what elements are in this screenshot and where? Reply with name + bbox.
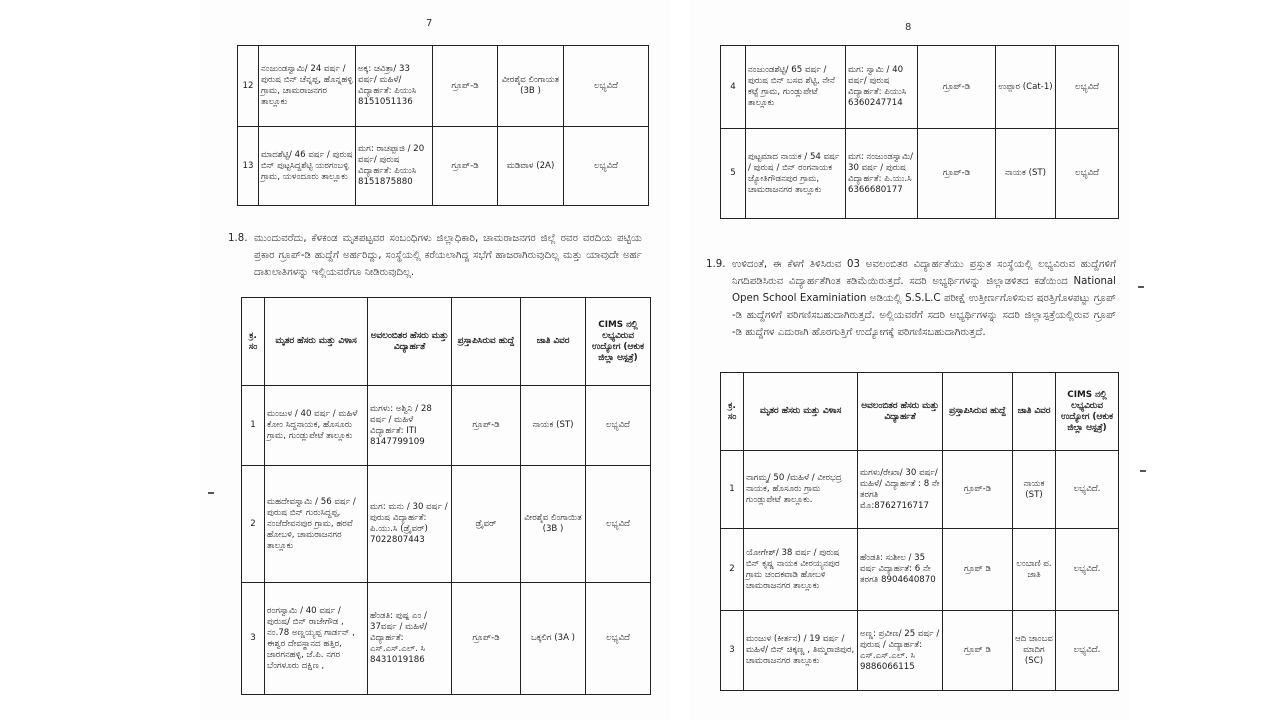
cell-sl: 5 — [721, 129, 746, 219]
cell-caste: ಲಂಬಾಣಿ ಪ. ಜಾತಿ — [1013, 529, 1056, 611]
cell-post: ಗ್ರೂಪ್-ಡಿ — [433, 46, 498, 127]
paragraph — [228, 230, 642, 281]
cell-name: ನಂಜುಂಡಸ್ವಾಮಿ/ 24 ವರ್ಷ / ಪುರುಷ ಬಿನ್ ಚೆನ್ನಪ್ಪ, ಹೊನ್ನಹಳ್ಳಿ ಗ್ರಾಮ, ಚಾಮರಾಜನಗರ ತಾಲ್ಲೂಕು — [259, 46, 356, 127]
column-header: CIMS ನಲ್ಲಿ ಲಭ್ಯವಿರುವ ಉದ್ಯೋಗ (ಆಕುಕ ಜಿಲ್ಲಾ ಆಸ್ಪತ್ರೆ) — [586, 298, 651, 386]
cell-dependent: ಮಗ: ನಂಜುಂಡಸ್ವಾಮಿ/ 30 ವರ್ಷ / ಪುರುಷ ವಿದ್ಯಾರ್ಹತೆ: ಪಿ.ಯು.ಸಿ 6366680177 — [846, 129, 918, 219]
cell-name: ಮಾದಶೆಟ್ಟಿ/ 46 ವರ್ಷ / ಪುರುಷ ಬಿನ್ ಪುಟ್ಟಸಿದ್ದಶೆಟ್ಟಿ ಯರಗಂಬಳ್ಳಿ ಗ್ರಾಮ, ಯಳಂದೂರು ತಾಲ್ಲೂಕು — [259, 127, 356, 206]
cell-post: ಗ್ರೂಪ್ ಡಿ — [943, 611, 1013, 691]
table-row — [242, 386, 651, 466]
scan-mark — [208, 492, 214, 494]
page-number: 8 — [905, 22, 912, 33]
cell-dependent: ಹೆಂಡತಿ: ಸುಶೀಲ / 35 ವರ್ಷ ವಿದ್ಯಾರ್ಹತೆ: 6 ನೇ ತರಗತಿ 8904640870 — [858, 529, 943, 611]
column-header: ಅವಲಂಬಿತರ ಹೆಸರು ಮತ್ತು ವಿದ್ಯಾರ್ಹತೆ — [858, 373, 943, 451]
scan-mark — [1140, 470, 1146, 472]
cell-dependent: ಮಗಳು: ಅಶ್ವಿನಿ / 28 ವರ್ಷ / ಮಹಿಳೆ ವಿದ್ಯಾರ್ಹತೆ: ITI 8147799109 — [368, 386, 452, 466]
scan-mark — [1138, 286, 1144, 288]
cell-name: ಪುಟ್ಟಮಾದ ನಾಯಕ / 54 ವರ್ಷ / ಪುರುಷ / ಬಿನ್ ರಂಗನಾಯಕ ಜ್ಯೋತಿಗೌಡನಪುರ ಗ್ರಾಮ, ಚಾಮರಾಜನಗರ ತಾಲ್ಲೂಕು — [746, 129, 846, 219]
cell-cims: ಲಭ್ಯವಿದೆ. — [1056, 611, 1119, 691]
cell-dependent: ಮಗ: ಮನು / 30 ವರ್ಷ / ಪುರುಷ ವಿದ್ಯಾರ್ಹತೆ: ಪಿ.ಯು.ಸಿ (ಡ್ರೈವರ್) 7022807443 — [368, 466, 452, 583]
cell-caste: ನಾಯಕ (ST) — [996, 129, 1056, 219]
column-header: ಮೃತರ ಹೆಸರು ಮತ್ತು ವಿಳಾಸ — [265, 298, 368, 386]
column-header: ಮೃತರ ಹೆಸರು ಮತ್ತು ವಿಳಾಸ — [744, 373, 858, 451]
cell-name: ಯೋಗೇಶ್/ 38 ವರ್ಷ / ಪುರುಷ ಬಿನ್ ಕೃಷ್ಣ ನಾಯಕ ವೀರಯ್ಯನಪುರ ಗ್ರಾಮ ಚಂದಕವಾಡಿ ಹೋಬಳಿ ಚಾಮರಾಜನಗರ ತಾಲ್ಲೂಕು — [744, 529, 858, 611]
cell-cims: ಲಭ್ಯವಿದೆ — [1056, 129, 1119, 219]
cell-name: ಮಂಜುಳ (ಕೀರ್ತನ) / 19 ವರ್ಷ / ಮಹಿಳೆ/ ಬಿನ್ ಚಿಕ್ಕಣ್ಣ , ತಿಮ್ಮರಾಜಿಪುರ, ಚಾಮರಾಜನಗರ ತಾಲ್ಲೂಕು — [744, 611, 858, 691]
cell-sl: 2 — [721, 529, 744, 611]
cell-sl: 1 — [242, 386, 265, 466]
paragraph-number: 1.8. — [228, 233, 248, 244]
table-row — [242, 583, 651, 695]
paragraph-text: ಮುಂದುವರೆದು, ಕೆಳಕಂಡ ಮೃತಪಟ್ಟವರ ಸಂಬಂಧಿಗಳು ಜಿಲ್ಲಾಧಿಕಾರಿ, ಚಾಮರಾಜನಗರ ಜಿಲ್ಲೆ ರವರ ವರದಿಯ ಪಟ್ಟಿಯ ಪ್ರಕಾರ ಗ್ರೂಪ್-ಡಿ ಹುದ್ದೆಗೆ ಅರ್ಹರಿದ್ದು, ಸಂಸ್ಥೆಯಲ್ಲಿ ಕರೆಯಲಾಗಿದ್ದ ಸಭೆಗೆ ಹಾಜರಾಗಿರುವುದಿಲ್ಲ ಮತ್ತು ಯಾವುದೇ ಅರ್ಹ ದಾಖಲಾತಿಗಳನ್ನು ಇಲ್ಲಿಯವರೆಗೂ ನೀಡಿರುವುದಿಲ್ಲ. — [254, 233, 642, 278]
cell-cims: ಲಭ್ಯವಿದೆ. — [1056, 529, 1119, 611]
cell-dependent: ಮಗ: ಸ್ವಾಮಿ / 40 ವರ್ಷ/ ಪುರುಷ ವಿದ್ಯಾರ್ಹತೆ: ಪಿಯುಸಿ 6360247714 — [846, 46, 918, 129]
page-number: 7 — [426, 18, 433, 29]
data-table — [720, 45, 1119, 219]
table-header-row — [242, 298, 651, 386]
paragraph — [706, 256, 1116, 341]
cell-sl: 3 — [242, 583, 265, 695]
cell-dependent: ಮಗಳು/ರೇಖಾ/ 30 ವರ್ಷ/ ಮಹಿಳೆ/ ವಿದ್ಯಾರ್ಹತೆ : 8 ನೇ ತರಗತಿ ಮೊ:8762716717 — [858, 451, 943, 529]
cell-post: ಗ್ರೂಪ್-ಡಿ — [452, 583, 521, 695]
cell-dependent: ಅಣ್ಣ: ಪ್ರವೀಣ/ 25 ವರ್ಷ / ಪುರುಷ / ವಿದ್ಯಾರ್ಹತೆ: ಎಸ್.ಎಸ್.ಎಲ್. ಸಿ 9886066115 — [858, 611, 943, 691]
column-header: CIMS ನಲ್ಲಿ ಲಭ್ಯವಿರುವ ಉದ್ಯೋಗ (ಆಕುಕ ಜಿಲ್ಲಾ ಆಸ್ಪತ್ರೆ) — [1056, 373, 1119, 451]
cell-post: ಗ್ರೂಪ್-ಡಿ — [452, 386, 521, 466]
table-row — [721, 46, 1119, 129]
table-row — [238, 46, 649, 127]
table-row — [721, 529, 1119, 611]
column-header: ಕ್ರ. ಸಂ — [721, 373, 744, 451]
table-header-row — [721, 373, 1119, 451]
cell-dependent: ಹೆಂಡತಿ: ಪುಷ್ಪ ಎಂ / 37ವರ್ಷ / ಮಹಿಳೆ/ ವಿದ್ಯಾರ್ಹತೆ: ಎಸ್.ಎಸ್.ಎಲ್. ಸಿ 8431019186 — [368, 583, 452, 695]
table-row — [238, 127, 649, 206]
cell-post: ಗ್ರೂಪ್-ಡಿ — [433, 127, 498, 206]
cell-caste: ಒಕ್ಕಲಿಗ (3A ) — [521, 583, 586, 695]
cell-post: ಗ್ರೂಪ್-ಡಿ — [918, 129, 996, 219]
cell-sl: 4 — [721, 46, 746, 129]
cell-caste: ಆದಿ ಜಾಂಬವ ಮಾದಿಗ (SC) — [1013, 611, 1056, 691]
cell-caste: ಮಡಿವಾಳ (2A) — [498, 127, 564, 206]
paragraph-text: ಉಳಿದಂತೆ, ಈ ಕೆಳಗೆ ತಿಳಿಸಿರುವ 03 ಅವಲಂಬಿತರ ವಿದ್ಯಾರ್ಹತೆಯು ಪ್ರಸ್ತುತ ಸಂಸ್ಥೆಯಲ್ಲಿ ಲಭ್ಯವಿರುವ ಹುದ್ದೆಗಳಿಗೆ ನಿಗದಿಪಡಿಸಿರುವ ವಿದ್ಯಾರ್ಹತೆಗಿಂತ ಕಡಿಮೆಯಿರುತ್ತದೆ. ಸದರಿ ಅಭ್ಯರ್ಥಿಗಳನ್ನು ಜಿಲ್ಲಾಡಳಿತದ ಕಡೆಯಿಂದ National Open School Examiniation ಅಡಿಯಲ್ಲಿ S.S.L.C ಪರೀಕ್ಷೆ ಉತ್ತೀರ್ಣಗೊಳಿಸುವ ಷರತ್ತಿಗೊಳಪಟ್ಟು ಗ್ರೂಪ್ -ಡಿ ಹುದ್ದೆಗಳಿಗೆ ಪರಿಗಣಿಸಬಹುದಾಗಿರುತ್ತದೆ. ಅಲ್ಲಿಯವರೆಗೆ ಸದರಿ ಅಭ್ಯರ್ಥಿಗಳನ್ನು ಸದರಿ ಜಿಲ್ಲಾಸ್ಪತ್ರೆಯಲ್ಲಿರುವ ಗ್ರೂಪ್ -ಡಿ ಹುದ್ದೆಗಳ ಎದುರಾಗಿ ಹೊರಗುತ್ತಿಗೆ ಉದ್ಯೋಗಕ್ಕೆ ಪರಿಗಣಿಸಬಹುದಾಗಿರುತ್ತದೆ. — [732, 259, 1116, 338]
cell-post: ಗ್ರೂಪ್ ಡಿ — [943, 529, 1013, 611]
cell-dependent: ಅಕ್ಕ: ಚವಿತ್ರಾ/ 33 ವರ್ಷ/ ಮಹಿಳೆ/ ವಿದ್ಯಾರ್ಹತೆ: ಪಿಯುಸಿ 8151051136 — [356, 46, 433, 127]
table-row — [721, 129, 1119, 219]
column-header: ಅವಲಂಬಿತರ ಹೆಸರು ಮತ್ತು ವಿದ್ಯಾರ್ಹತೆ — [368, 298, 452, 386]
cell-cims: ಲಭ್ಯವಿದೆ — [586, 466, 651, 583]
data-table — [241, 297, 651, 695]
column-header: ಕ್ರ. ಸಂ — [242, 298, 265, 386]
cell-sl: 2 — [242, 466, 265, 583]
column-header: ಜಾತಿ ವಿವರ — [1013, 373, 1056, 451]
cell-caste: ನಾಯಕ (ST) — [521, 386, 586, 466]
table-row — [721, 451, 1119, 529]
cell-cims: ಲಭ್ಯವಿದೆ — [564, 127, 649, 206]
cell-cims: ಲಭ್ಯವಿದೆ — [564, 46, 649, 127]
cell-name: ಮಂಜುಳ / 40 ವರ್ಷ / ಮಹಿಳೆ ಕೋಂ ಸಿದ್ದನಾಯಕ, ಹೊಸೂರು ಗ್ರಾಮ, ಗುಂಡ್ಲುಪೇಟೆ ತಾಲ್ಲೂಕು — [265, 386, 368, 466]
cell-name: ರಂಗಸ್ವಾಮಿ / 40 ವರ್ಷ / ಪುರುಷ/ ಬಿನ್ ರಾಜೇಗೌಡ , ನಂ.78 ಅಣ್ಣಯ್ಯಪ್ಪ ಗಾರ್ಡನ್ , ಈಶ್ವರ ದೇವಸ್ಥಾನದ ಹತ್ತಿರ, ಜಾರಗನಹಳ್ಳಿ, ಜೆ.ಪಿ. ನಗರ ಬೆಂಗಳೂರು ದಕ್ಷಿಣ , — [265, 583, 368, 695]
cell-cims: ಲಭ್ಯವಿದೆ — [586, 386, 651, 466]
column-header: ಪ್ರಸ್ತಾಪಿಸಿರುವ ಹುದ್ದೆ — [943, 373, 1013, 451]
cell-sl: 12 — [238, 46, 259, 127]
cell-sl: 3 — [721, 611, 744, 691]
cell-name: ನಾಗಮ್ಮ/ 50 /ಮಹಿಳೆ / ವೀರಭದ್ರ ನಾಯಕ, ಹೊಸೂರು ಗ್ರಾಮ ಗುಂಡ್ಲುಪೇಟೆ ತಾಲ್ಲೂಕು. — [744, 451, 858, 529]
cell-post: ಡ್ರೈವರ್ — [452, 466, 521, 583]
table-row — [242, 466, 651, 583]
table-row — [721, 611, 1119, 691]
data-table — [237, 45, 649, 206]
cell-cims: ಲಭ್ಯವಿದೆ. — [1056, 451, 1119, 529]
cell-caste: ವೀರಶೈವ ಲಿಂಗಾಯಿತ (3B ) — [521, 466, 586, 583]
cell-name: ನಂಜುಂಡಶೆಟ್ಟಿ/ 65 ವರ್ಷ / ಪುರುಷ ಬಿನ್ ಬಸವ ಶೆಟ್ಟಿ, ನೇನೆ ಕಟ್ಟೆ ಗ್ರಾಮ, ಗುಂಡ್ಲುಪೇಟೆ ತಾಲ್ಲೂಕು — [746, 46, 846, 129]
column-header: ಪ್ರಸ್ತಾಪಿಸಿರುವ ಹುದ್ದೆ — [452, 298, 521, 386]
cell-cims: ಲಭ್ಯವಿದೆ — [1056, 46, 1119, 129]
cell-post: ಗ್ರೂಪ್-ಡಿ — [918, 46, 996, 129]
cell-caste: ಉಪ್ಪಾರ (Cat-1) — [996, 46, 1056, 129]
cell-post: ಗ್ರೂಪ್-ಡಿ — [943, 451, 1013, 529]
cell-cims: ಲಭ್ಯವಿದೆ — [586, 583, 651, 695]
cell-name: ಮಹದೇವಸ್ವಾಮಿ / 56 ವರ್ಷ / ಪುರುಷ ಬಿನ್ ಗುರುಸಿದ್ದಪ್ಪ, ನಂಜೆದೇವನಪುರ ಗ್ರಾಮ, ಹರವೆ ಹೋಬಳಿ, ಚಾಮರಾಜನಗರ ತಾಲ್ಲೂಕು — [265, 466, 368, 583]
cell-sl: 1 — [721, 451, 744, 529]
cell-caste: ನಾಯಕ (ST) — [1013, 451, 1056, 529]
column-header: ಜಾತಿ ವಿವರ — [521, 298, 586, 386]
paragraph-number: 1.9. — [706, 259, 726, 270]
data-table — [720, 372, 1119, 691]
cell-dependent: ಮಗ: ರಾಚಪ್ಪಾಜಿ / 20 ವರ್ಷ/ ಪುರುಷ ವಿದ್ಯಾರ್ಹತೆ: ಪಿಯುಸಿ 8151875880 — [356, 127, 433, 206]
cell-sl: 13 — [238, 127, 259, 206]
cell-caste: ವೀರಶೈವ ಲಿಂಗಾಯತ (3B ) — [498, 46, 564, 127]
